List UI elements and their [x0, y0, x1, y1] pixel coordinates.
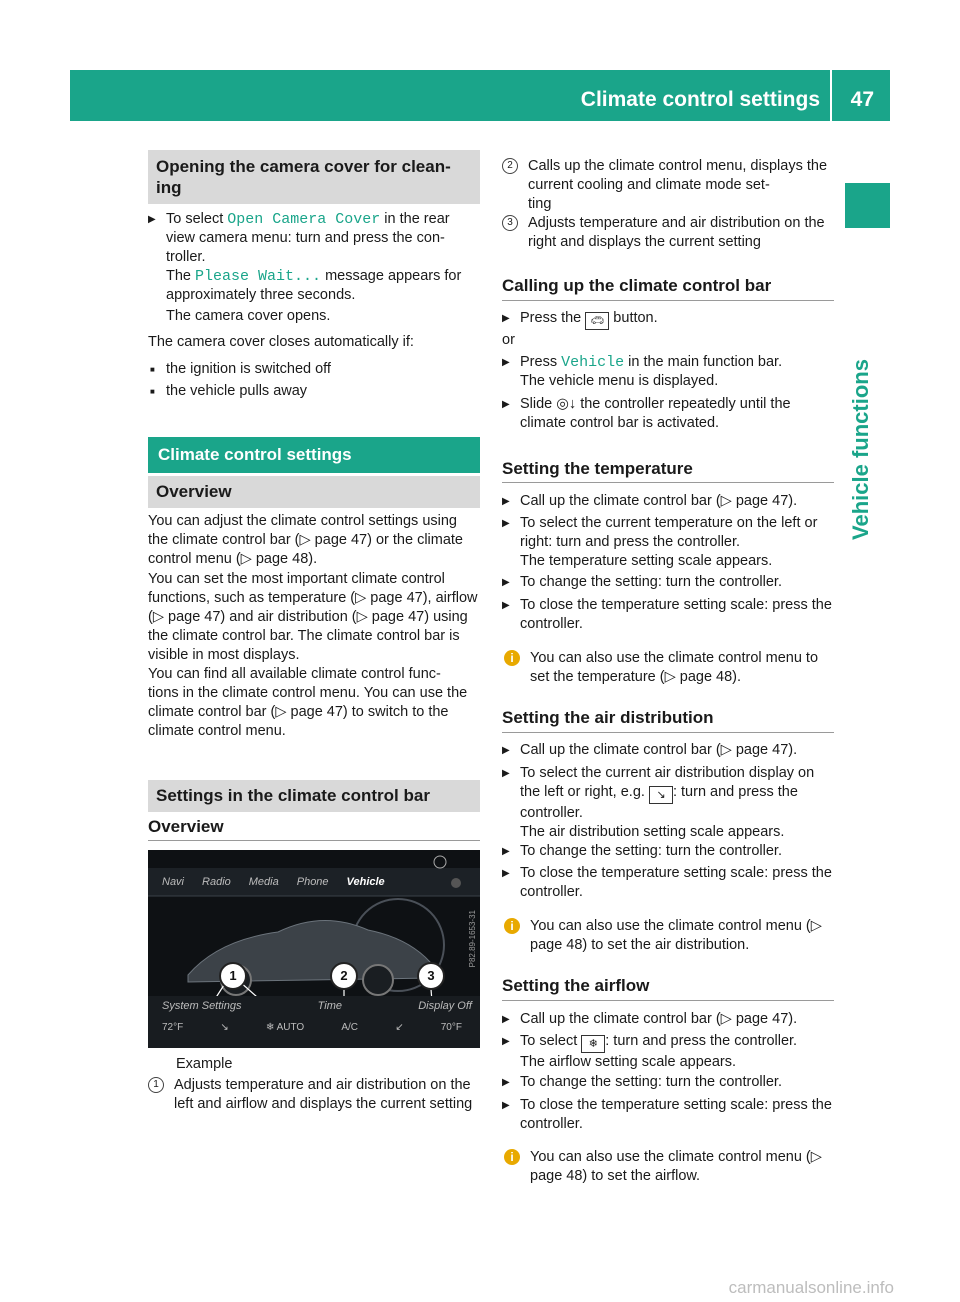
step: ▶ To change the setting: turn the controller.	[502, 842, 834, 861]
or-text: or	[502, 332, 515, 348]
step: ▶ To change the setting: turn the controller.	[502, 573, 834, 592]
subheading-setting-temperature: Setting the temperature	[502, 459, 693, 478]
step: ▶ Call up the climate control bar (▷ page 47).	[502, 741, 834, 760]
legend-number: 2	[502, 158, 518, 174]
header-title: Climate control settings	[580, 88, 820, 111]
subheading-overview: Overview	[148, 817, 224, 836]
step: ▶ To change the setting: turn the controller.	[502, 1073, 834, 1092]
screen-value: ❄ AUTO	[265, 1022, 305, 1033]
watermark: carmanualsonline.info	[728, 1278, 894, 1297]
step-text: To select	[166, 211, 228, 227]
screen-value: 70°F	[440, 1022, 462, 1033]
screen-climate-values	[162, 1022, 462, 1033]
step-text: Press the	[520, 310, 586, 326]
head-unit-screenshot	[148, 850, 480, 1048]
step	[502, 1032, 836, 1072]
step-text: message appears for approximately three seconds.	[166, 268, 462, 303]
legend-text: Adjusts temperature and air distribution on the right and displays the current setting	[528, 215, 825, 250]
step-text: The vehicle menu is displayed.	[520, 373, 719, 389]
step-text: Press	[520, 354, 562, 370]
step	[502, 764, 836, 842]
divider	[502, 732, 834, 733]
step-text: in the main function bar.	[624, 354, 783, 370]
screen-value: ↘	[220, 1022, 229, 1033]
info-text: You can also use the climate control menu to set the temperature (▷ page 48).	[530, 650, 819, 685]
controller-slide-icon: ◎↓	[556, 396, 577, 412]
screen-nav-item: Phone	[296, 876, 329, 888]
screen-nav-item: Vehicle	[346, 876, 385, 888]
message-please-wait: Please Wait...	[195, 268, 322, 285]
subheading-calling-climate-bar: Calling up the climate control bar	[502, 276, 772, 295]
legend-text: Calls up the climate control menu, displays the current cooling and climate mode set- ting	[528, 158, 828, 212]
heading-settings-climate-bar: Settings in the climate control bar	[148, 780, 480, 812]
info-note	[502, 1148, 834, 1186]
legend-text: Adjusts temperature and air distribution on the left and airflow and displays the current setting	[174, 1077, 473, 1112]
step: ▶ To close the temperature setting scale: press the controller.	[502, 596, 836, 634]
screen-nav-bar	[162, 876, 462, 888]
page-header	[70, 70, 890, 121]
paragraph: The camera cover closes automatically if:	[148, 334, 414, 350]
step-select-open-camera-cover	[148, 210, 480, 305]
step: ▶ To close the temperature setting scale: press the controller.	[502, 1096, 836, 1134]
car-button-icon: 🚗︎	[585, 312, 609, 330]
step	[502, 514, 836, 571]
subheading-air-distribution: Setting the air distribution	[502, 708, 714, 727]
screen-label: Display Off	[418, 1000, 472, 1012]
bullet-item: ■ the vehicle pulls away	[148, 382, 480, 401]
legend-item-3	[502, 214, 834, 252]
caption-example: Example	[176, 1056, 233, 1072]
step-text: To select the current air distribution display on the left or right, e.g.	[520, 765, 815, 800]
menu-item-open-camera-cover: Open Camera Cover	[227, 211, 381, 228]
step: ▶ Call up the climate control bar (▷ page 47).	[502, 1010, 834, 1029]
step-text: : turn and press the controller.	[520, 784, 798, 821]
screen-nav-item: Radio	[202, 876, 231, 888]
screen-value: ↙	[395, 1022, 404, 1033]
step-text: button.	[609, 310, 658, 326]
screen-label: System Settings	[162, 1000, 242, 1012]
step-press-car-button	[502, 309, 834, 330]
callout-3: 3	[417, 962, 445, 990]
paragraph: You can adjust the climate control settings using the climate control bar (▷ page 47) or the climate control menu (▷ page 48).	[148, 513, 463, 567]
step-text: The	[166, 268, 196, 284]
bullet-item: ■ the ignition is switched off	[148, 360, 480, 379]
divider	[148, 840, 480, 841]
callout-1: 1	[219, 962, 247, 990]
paragraph: You can find all available climate control func- tions in the climate control menu. You can use the climate control bar (▷ page 47) to switch to the climate control menu.	[148, 666, 468, 739]
divider	[502, 1000, 834, 1001]
section-title-climate-control: Climate control settings	[148, 437, 480, 473]
step-text: The airflow setting scale appears.	[520, 1054, 736, 1070]
info-icon: i	[504, 918, 520, 934]
step-text: The air distribution setting scale appears.	[520, 824, 785, 840]
result-text: The camera cover opens.	[166, 308, 331, 324]
screen-nav-item: Navi	[162, 876, 185, 888]
legend-item-1	[148, 1076, 480, 1114]
step-text: To select	[520, 1033, 582, 1049]
divider	[502, 482, 834, 483]
step: ▶ To close the temperature setting scale: press the controller.	[502, 864, 836, 902]
info-text: You can also use the climate control menu (▷ page 48) to set the air distribution.	[530, 918, 822, 953]
legend-number: 3	[502, 215, 518, 231]
callout-2: 2	[330, 962, 358, 990]
step-text: in the rear view camera menu: turn and press the con- troller.	[166, 211, 450, 265]
info-note	[502, 649, 834, 687]
subheading-airflow: Setting the airflow	[502, 976, 650, 995]
legend-number: 1	[148, 1077, 164, 1093]
info-note	[502, 917, 834, 955]
header-separator	[830, 70, 832, 121]
legend-item-2	[502, 157, 834, 214]
step-text: To select the current temperature on the left or right: turn and press the controller.	[520, 515, 818, 550]
screen-label: Time	[317, 1000, 343, 1012]
info-icon: i	[504, 650, 520, 666]
side-tab-label: Vehicle functions	[848, 359, 873, 540]
image-code: P82.89-1653-31	[468, 910, 477, 968]
paragraph: You can set the most important climate control functions, such as temperature (▷ page 47), airflow (▷ page 47) and air distribution (▷ page 47) using the climate control bar. The climate control bar is visible in most displays.	[148, 571, 478, 663]
info-text: You can also use the climate control menu (▷ page 48) to set the airflow.	[530, 1149, 822, 1184]
heading-opening-camera-cover: Opening the camera cover for clean- ing	[148, 150, 480, 204]
screen-nav-item: Media	[248, 876, 279, 888]
heading-overview: Overview	[148, 476, 480, 508]
step-text: The temperature setting scale appears.	[520, 553, 773, 569]
menu-item-vehicle: Vehicle	[561, 354, 625, 371]
screen-function-row	[162, 1000, 472, 1012]
screen-value: A/C	[341, 1022, 359, 1033]
airflow-fan-icon: ❄︎	[581, 1035, 605, 1053]
step-text: : turn and press the controller.	[605, 1033, 798, 1049]
step-press-vehicle	[502, 353, 834, 391]
divider	[502, 300, 834, 301]
step-slide-controller	[502, 395, 834, 433]
step-text: Slide	[520, 396, 557, 412]
screen-value: 72°F	[162, 1022, 184, 1033]
step: ▶ Call up the climate control bar (▷ page 47).	[502, 492, 834, 511]
air-distribution-icon: ↘	[649, 786, 673, 804]
step-text: the controller repeatedly until the climate control bar is activated.	[520, 396, 791, 431]
info-icon: i	[504, 1149, 520, 1165]
page-number: 47	[850, 88, 874, 111]
